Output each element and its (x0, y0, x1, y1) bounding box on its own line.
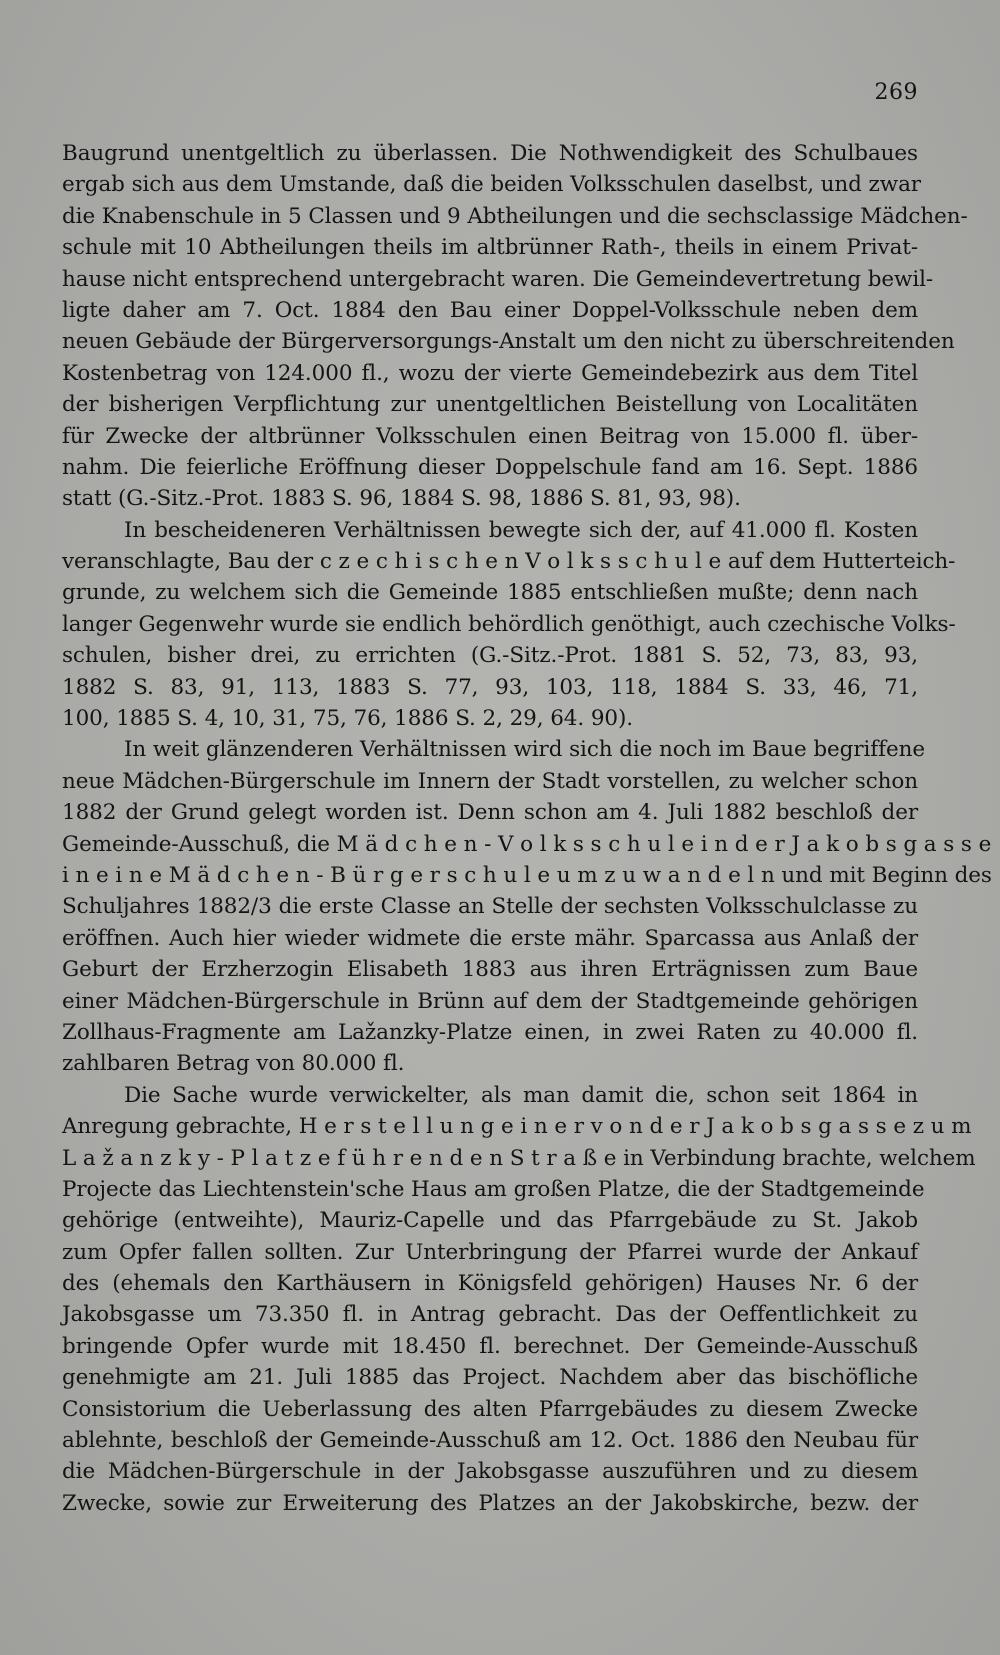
text-line: die Knabenschule in 5 Classen und 9 Abtheilungen und die sechsclassige Mädchen- (62, 203, 968, 229)
text-line: ergab sich aus dem Umstande, daß die beiden Volksschulen daselbst, und zwar (62, 172, 921, 198)
text-line: Projecte das Liechtenstein'sche Haus am großen Platze, die der Stadtgemeinde (62, 1176, 925, 1202)
text-line: Kostenbetrag von 124.000 fl., wozu der vierte Gemeindebezirk aus dem Titel (62, 360, 918, 386)
text-line: Zollhaus-Fragmente am Lažanzky-Platze einen, in zwei Raten zu 40.000 fl. (62, 1019, 918, 1045)
text-line: gehörige (entweihte), Mauriz-Capelle und das Pfarrgebäude zu St. Jakob (62, 1208, 918, 1234)
text-line: Geburt der Erzherzogin Elisabeth 1883 aus ihren Erträgnissen zum Baue (62, 957, 918, 983)
text-line: zum Opfer fallen sollten. Zur Unterbringung der Pfarrei wurde der Ankauf (62, 1239, 918, 1265)
text-line: hause nicht entsprechend untergebracht waren. Die Gemeindevertretung bewil- (62, 266, 934, 292)
text-line: neue Mädchen-Bürgerschule im Innern der Stadt vorstellen, zu welcher schon (62, 768, 918, 794)
text-line: bringende Opfer wurde mit 18.450 fl. berechnet. Der Gemeinde-Ausschuß (62, 1333, 918, 1359)
paragraph-start-line: Die Sache wurde verwickelter, als man damit die, schon seit 1864 in (124, 1082, 918, 1108)
text-line: Baugrund unentgeltlich zu überlassen. Die Nothwendigkeit des Schulbaues (62, 141, 918, 166)
text-line: Zwecke, sowie zur Erweiterung des Platzes an der Jakobskirche, bezw. der (62, 1490, 918, 1516)
text-line: für Zwecke der altbrünner Volksschulen einen Beitrag von 15.000 fl. über- (62, 423, 918, 449)
text-line: Anregung gebrachte, H e r s t e l l u n g e i n e r v o n d e r J a k o b s g a s s e z u m (62, 1114, 972, 1140)
text-line: 1882 S. 83, 91, 113, 1883 S. 77, 93, 103, 118, 1884 S. 33, 46, 71, (62, 674, 918, 700)
text-line: 100, 1885 S. 4, 10, 31, 75, 76, 1886 S. 2, 29, 64. 90). (62, 706, 634, 732)
text-line: zahlbaren Betrag von 80.000 fl. (62, 1051, 405, 1077)
text-line: nahm. Die feierliche Eröffnung dieser Doppelschule fand am 16. Sept. 1886 (62, 454, 918, 480)
text-line: i n e i n e M ä d c h e n - B ü r g e r s c h u l e u m z u w a n d e l n und mit Beginn des (62, 862, 992, 888)
paragraph-start-line: In weit glänzenderen Verhältnissen wird sich die noch im Baue begriffene (124, 737, 925, 763)
text-line: Jakobsgasse um 73.350 fl. in Antrag gebracht. Das der Oeffentlichkeit zu (62, 1302, 918, 1328)
text-line: statt (G.-Sitz.-Prot. 1883 S. 96, 1884 S. 98, 1886 S. 81, 93, 98). (62, 486, 741, 512)
text-line: L a ž a n z k y - P l a t z e f ü h r e n d e n S t r a ß e in Verbindung brachte, welchem (62, 1145, 976, 1171)
text-line: schulen, bisher drei, zu errichten (G.-Sitz.-Prot. 1881 S. 52, 73, 83, 93, (62, 643, 918, 669)
text-line: genehmigte am 21. Juli 1885 das Project. Nachdem aber das bischöfliche (62, 1365, 918, 1391)
page-number: 269 (874, 80, 918, 105)
text-line: ligte daher am 7. Oct. 1884 den Bau einer Doppel-Volksschule neben dem (62, 297, 918, 323)
paragraph-start-line: In bescheideneren Verhältnissen bewegte sich der, auf 41.000 fl. Kosten (124, 517, 918, 543)
text-line: neuen Gebäude der Bürgerversorgungs-Anstalt um den nicht zu überschreitenden (62, 329, 955, 355)
body-text (62, 138, 992, 1519)
text-line: die Mädchen-Bürgerschule in der Jakobsgasse auszuführen und zu diesem (62, 1459, 918, 1485)
text-line: einer Mädchen-Bürgerschule in Brünn auf dem der Stadtgemeinde gehörigen (62, 988, 918, 1014)
text-line: veranschlagte, Bau der c z e c h i s c h e n V o l k s s c h u l e auf dem Hutterteich- (62, 549, 956, 575)
text-line: des (ehemals den Karthäusern in Königsfeld gehörigen) Hauses Nr. 6 der (62, 1271, 918, 1297)
text-line: grunde, zu welchem sich die Gemeinde 1885 entschließen mußte; denn nach (62, 580, 918, 606)
text-line: ablehnte, beschloß der Gemeinde-Ausschuß am 12. Oct. 1886 den Neubau für (62, 1428, 918, 1454)
text-line: Schuljahres 1882/3 die erste Classe an Stelle der sechsten Volksschulclasse zu (62, 894, 918, 920)
text-line: eröffnen. Auch hier wieder widmete die erste mähr. Sparcassa aus Anlaß der (62, 925, 918, 951)
text-line: Gemeinde-Ausschuß, die M ä d c h e n - V o l k s s c h u l e i n d e r J a k o b s g a s s e (62, 831, 992, 857)
text-line: 1882 der Grund gelegt worden ist. Denn schon am 4. Juli 1882 beschloß der (62, 800, 918, 826)
text-line: der bisherigen Verpflichtung zur unentgeltlichen Beistellung von Localitäten (62, 392, 918, 418)
text-line: schule mit 10 Abtheilungen theils im altbrünner Rath-, theils in einem Privat- (62, 235, 918, 261)
text-line: langer Gegenwehr wurde sie endlich behördlich genöthigt, auch czechische Volks- (62, 611, 956, 637)
text-line: Consistorium die Ueberlassung des alten Pfarrgebäudes zu diesem Zwecke (62, 1396, 918, 1422)
